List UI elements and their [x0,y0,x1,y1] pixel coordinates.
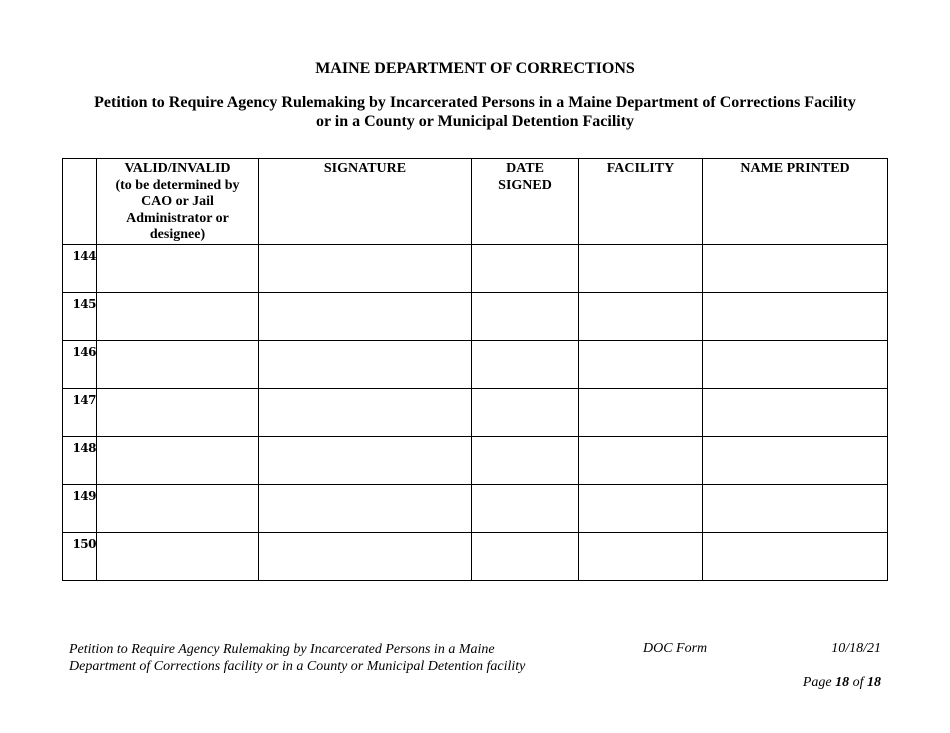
valid-invalid-cell[interactable] [97,292,259,340]
footer-description-line-2: Department of Corrections facility or in a County or Municipal Detention facility [69,659,526,674]
signature-cell[interactable] [259,292,472,340]
facility-cell[interactable] [579,436,703,484]
facility-cell[interactable] [579,388,703,436]
header-valid-line: CAO or Jail [141,194,214,209]
date-signed-cell[interactable] [472,484,579,532]
facility-cell[interactable] [579,340,703,388]
page-of: of [849,675,867,690]
signature-cell[interactable] [259,244,472,292]
valid-invalid-cell[interactable] [97,532,259,580]
facility-cell[interactable] [579,244,703,292]
subtitle-line-2: or in a County or Municipal Detention Facility [315,113,635,130]
name-printed-cell[interactable] [703,388,888,436]
page-subtitle [0,93,950,131]
footer-form-label: DOC Form [643,641,708,656]
signature-table [62,158,888,581]
table-row [63,244,888,292]
page-current: 18 [835,675,850,690]
table-row [63,436,888,484]
date-signed-cell[interactable] [472,244,579,292]
row-number: 148 [63,436,97,484]
footer-description-line-1: Petition to Require Agency Rulemaking by Incarcerated Persons in a Maine [69,642,495,657]
header-name-printed: NAME PRINTED [703,159,888,245]
signature-cell[interactable] [259,436,472,484]
valid-invalid-cell[interactable] [97,340,259,388]
header-date-signed [472,159,579,245]
signature-cell[interactable] [259,388,472,436]
page-total: 18 [867,675,881,690]
header-signature: SIGNATURE [259,159,472,245]
signature-cell[interactable] [259,484,472,532]
header-date-line: DATE [506,161,544,176]
valid-invalid-cell[interactable] [97,484,259,532]
row-number: 144 [63,244,97,292]
name-printed-cell[interactable] [703,484,888,532]
header-date-line: SIGNED [498,177,552,193]
table-row [63,532,888,580]
table-row [63,484,888,532]
valid-invalid-cell[interactable] [97,388,259,436]
page-title: MAINE DEPARTMENT OF CORRECTIONS [315,60,635,77]
date-signed-cell[interactable] [472,388,579,436]
header-valid-invalid [97,159,259,245]
row-number: 150 [63,532,97,580]
row-number: 146 [63,340,97,388]
footer-description [69,641,525,675]
header-valid-line: (to be determined by [115,177,240,193]
table-row [63,340,888,388]
table-header-row [63,159,888,245]
header-number [63,159,97,245]
name-printed-cell[interactable] [703,532,888,580]
date-signed-cell[interactable] [472,532,579,580]
subtitle-line-1: Petition to Require Agency Rulemaking by Incarcerated Persons in a Maine Department of Corrections Facility [94,94,856,111]
signature-cell[interactable] [259,340,472,388]
facility-cell[interactable] [579,292,703,340]
signature-cell[interactable] [259,532,472,580]
date-signed-cell[interactable] [472,292,579,340]
header-valid-line: Administrator or [126,210,229,226]
valid-invalid-cell[interactable] [97,244,259,292]
facility-cell[interactable] [579,532,703,580]
name-printed-cell[interactable] [703,436,888,484]
date-signed-cell[interactable] [472,436,579,484]
name-printed-cell[interactable] [703,244,888,292]
header-valid-line: VALID/INVALID [124,161,231,176]
date-signed-cell[interactable] [472,340,579,388]
page-prefix: Page [802,675,836,690]
table-row [63,292,888,340]
footer-date: 10/18/21 [831,641,881,656]
facility-cell[interactable] [579,484,703,532]
name-printed-cell[interactable] [703,340,888,388]
row-number: 147 [63,388,97,436]
page-number [803,675,881,691]
row-number: 145 [63,292,97,340]
header-facility: FACILITY [579,159,703,245]
valid-invalid-cell[interactable] [97,436,259,484]
header-valid-line: designee) [149,227,206,242]
table-row [63,388,888,436]
row-number: 149 [63,484,97,532]
name-printed-cell[interactable] [703,292,888,340]
